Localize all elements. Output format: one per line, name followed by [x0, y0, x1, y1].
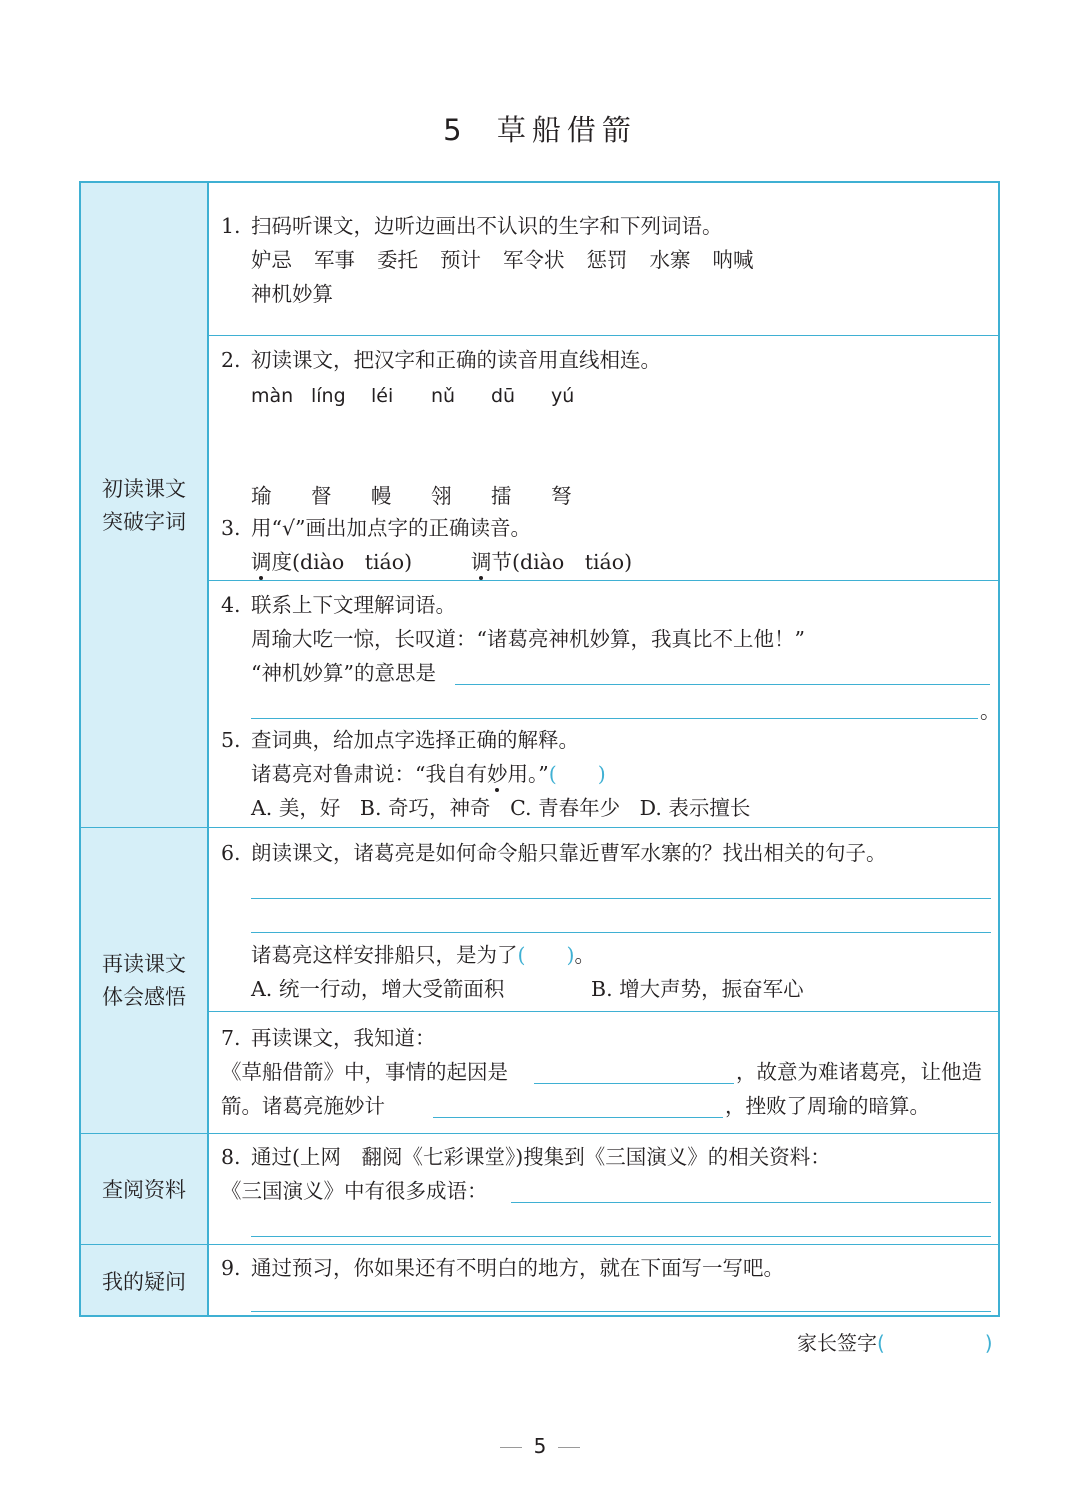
question-ask: “神机妙算”的意思是	[251, 661, 436, 685]
vocab-word: 妒忌	[251, 248, 292, 272]
text: 《三国演义》中有很多成语：	[221, 1179, 488, 1203]
page-number	[0, 1434, 1080, 1458]
question-number: 8.	[221, 1145, 241, 1169]
character: 翎	[431, 484, 452, 508]
character: 督	[311, 484, 332, 508]
answer-line[interactable]	[511, 1202, 991, 1203]
pinyin: líng	[311, 385, 346, 407]
question-9	[221, 1251, 996, 1313]
text: ，挫败了周瑜的暗算。	[725, 1094, 930, 1118]
question-prompt: 再读课文，我知道：	[251, 1026, 436, 1050]
divider	[81, 1133, 1000, 1134]
signature-label: 家长签字	[797, 1331, 877, 1355]
signature-field[interactable]: ( )	[877, 1331, 993, 1355]
lesson-title-text: 草船借箭	[496, 113, 637, 147]
option-b: B. 增大声势，振奋军心	[591, 977, 804, 1001]
option-b: B. 奇巧，神奇	[359, 796, 491, 820]
divider	[209, 1011, 1000, 1012]
question-prompt: 用“√”画出加点字的正确读音。	[251, 516, 532, 540]
pinyin: nǔ	[431, 385, 456, 407]
question-prompt: 初读课文，把汉字和正确的读音用直线相连。	[251, 348, 661, 372]
character: 擂	[491, 484, 512, 508]
character: 幔	[371, 484, 392, 508]
option-d: D. 表示擅长	[639, 796, 751, 820]
text: ，故意为难诸葛亮，让他造	[736, 1060, 982, 1084]
section-label-research: 查阅资料	[102, 1178, 186, 1202]
vocab-word: 军事	[314, 248, 355, 272]
worksheet-table	[79, 181, 1000, 1317]
dotted-character: 妙	[486, 762, 508, 786]
character: 瑜	[251, 484, 272, 508]
question-4	[221, 588, 1001, 723]
divider	[81, 1244, 1000, 1245]
answer-line[interactable]	[251, 898, 991, 899]
vocab-word: 神机妙算	[251, 282, 333, 306]
parent-signature	[797, 1327, 993, 1356]
character-row	[251, 479, 611, 513]
dash	[558, 1447, 580, 1448]
question-number: 1.	[221, 214, 241, 238]
section-label-questions: 我的疑问	[102, 1270, 186, 1294]
question-number: 3.	[221, 516, 241, 540]
pinyin: yú	[551, 385, 575, 407]
sentence-part: 诸葛亮对鲁肃说：“我自有	[251, 762, 487, 786]
option-a: A. 美，好	[251, 796, 341, 820]
question-number: 9.	[221, 1256, 241, 1280]
period: 。	[980, 699, 1001, 723]
question-6	[221, 836, 996, 1006]
question-ask	[251, 938, 595, 972]
question-8	[221, 1140, 996, 1240]
question-number: 4.	[221, 593, 241, 617]
question-7	[221, 1021, 996, 1131]
question-prompt: 联系上下文理解词语。	[251, 593, 456, 617]
answer-parentheses[interactable]: ( )	[548, 762, 606, 786]
vocab-word: 呐喊	[712, 248, 754, 272]
answer-line[interactable]	[251, 1236, 991, 1237]
page-number-text: 5	[533, 1434, 547, 1458]
answer-line[interactable]	[251, 932, 991, 933]
question-prompt: 朗读课文，诸葛亮是如何命令船只靠近曹军水寨的？找出相关的句子。	[251, 841, 887, 865]
dotted-character: 调	[471, 550, 492, 574]
section-label-first-reading: 初读课文 突破字词	[102, 477, 186, 534]
question-prompt: 通过预习，你如果还有不明白的地方，就在下面写一写吧。	[251, 1256, 784, 1280]
question-prompt: 扫码听课文，边听边画出不认识的生字和下列词语。	[251, 214, 723, 238]
question-ask-text: 诸葛亮这样安排船只，是为了	[251, 943, 518, 967]
vocab-word: 委托	[377, 248, 418, 272]
answer-parentheses[interactable]: ( )	[517, 943, 575, 967]
reading-options: 节(diào tiáo)	[491, 550, 633, 574]
vocab-word: 预计	[440, 248, 481, 272]
vocab-word: 军令状	[503, 248, 565, 272]
question-3	[221, 511, 996, 581]
lesson-title	[0, 108, 1080, 149]
answer-line[interactable]	[534, 1083, 734, 1084]
question-number: 5.	[221, 728, 241, 752]
question-number: 7.	[221, 1026, 241, 1050]
option-a: A. 统一行动，增大受箭面积	[251, 977, 505, 1001]
fill-line-1	[221, 1055, 508, 1089]
vocab-word: 水寨	[649, 248, 691, 272]
text: 《草船借箭》中，事情的起因是	[221, 1060, 508, 1084]
period: 。	[574, 943, 595, 967]
divider	[209, 335, 1000, 336]
option-c: C. 青春年少	[510, 796, 621, 820]
dash	[500, 1447, 522, 1448]
reading-item-1	[251, 545, 412, 579]
question-2	[221, 343, 996, 523]
character: 弩	[551, 484, 572, 508]
vocab-word: 惩罚	[586, 248, 628, 272]
question-prompt: 通过(上网 翻阅《七彩课堂》)搜集到《三国演义》的相关资料：	[251, 1145, 831, 1169]
answer-line[interactable]	[433, 1117, 723, 1118]
pinyin-row	[251, 379, 611, 413]
answer-line[interactable]	[251, 1311, 991, 1312]
question-5	[221, 723, 996, 828]
pinyin: léi	[371, 385, 394, 407]
sentence-part: 用。”	[507, 762, 549, 786]
answer-line[interactable]	[251, 718, 978, 719]
options	[251, 791, 750, 825]
question-number: 2.	[221, 348, 241, 372]
question-prompt: 查词典，给加点字选择正确的解释。	[251, 728, 579, 752]
section-label-second-reading: 再读课文 体会感悟	[102, 952, 186, 1009]
text: 箭。诸葛亮施妙计	[221, 1094, 385, 1118]
section-sidebar	[81, 183, 209, 1315]
vocabulary-list	[251, 243, 776, 277]
answer-line[interactable]	[455, 684, 990, 685]
lesson-number: 5	[443, 113, 468, 147]
question-number: 6.	[221, 841, 241, 865]
question-1	[221, 209, 996, 329]
reading-item-2	[471, 545, 632, 579]
pinyin: dū	[491, 385, 516, 407]
pinyin: màn	[251, 385, 294, 407]
dotted-character: 调	[251, 550, 272, 574]
reading-options: 度(diào tiáo)	[271, 550, 413, 574]
sentence	[251, 757, 606, 791]
quote-text: 周瑜大吃一惊，长叹道：“诸葛亮神机妙算，我真比不上他！”	[251, 627, 805, 651]
